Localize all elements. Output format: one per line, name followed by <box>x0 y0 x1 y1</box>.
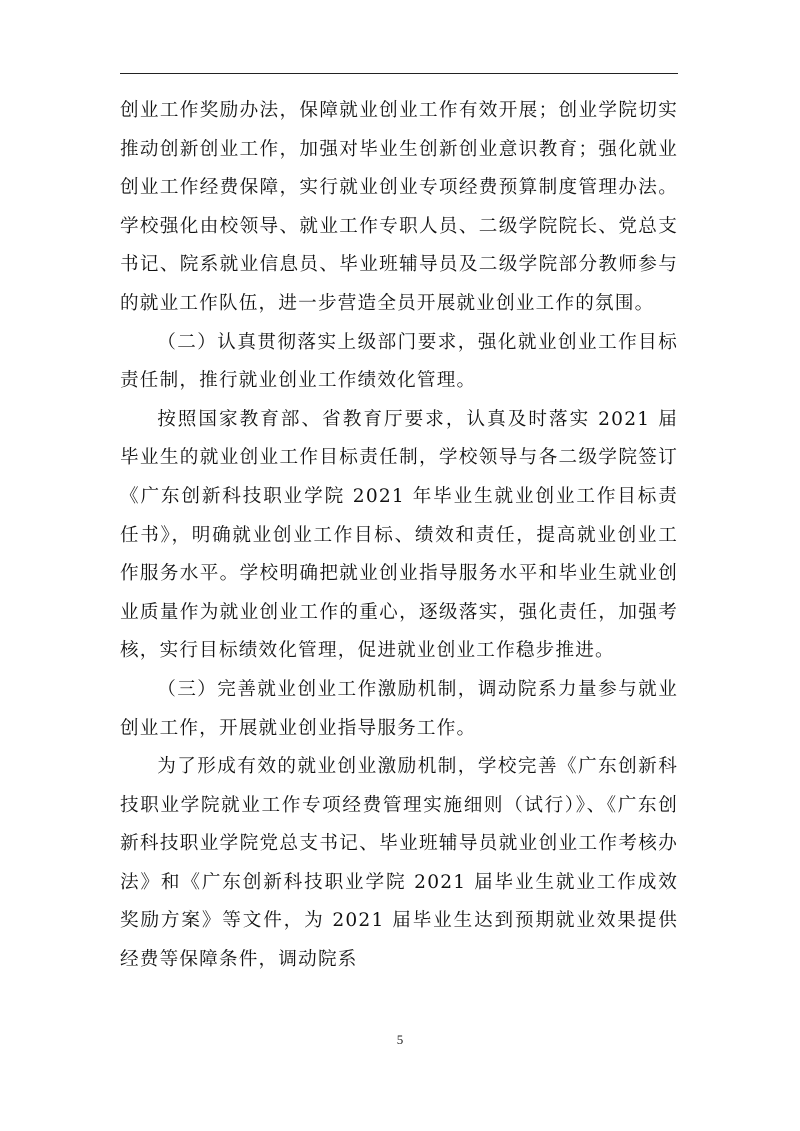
section-heading: （二）认真贯彻落实上级部门要求，强化就业创业工作目标责任制，推行就业创业工作绩效化管理。 <box>120 331 678 392</box>
header-rule <box>120 73 678 74</box>
body-text <box>120 92 678 980</box>
paragraph: 为了形成有效的就业创业激励机制，学校完善《广东创新科技职业学院就业工作专项经费管理实施细则（试行）》、《广东创新科技职业学院党总支书记、毕业班辅导员就业创业工作考核办法》和《广东创新科技职业学院 2021 届毕业生就业工作成效奖励方案》等文件，为 2021 届毕业生达到预期就业效果提供经费等保障条件，调动院系 <box>120 756 678 971</box>
section-heading: （三）完善就业创业工作激励机制，调动院系力量参与就业创业工作，开展就业创业指导服务工作。 <box>120 678 678 739</box>
paragraph: 按照国家教育部、省教育厅要求，认真及时落实 2021 届毕业生的就业创业工作目标责任制，学校领导与各二级学院签订《广东创新科技职业学院 2021 年毕业生就业创业工作目标责任书》，明确就业创业工作目标、绩效和责任，提高就业创业工作服务水平。学校明确把就业创业指导服务水平和毕业生就业创业质量作为就业创业工作的重心，逐级落实，强化责任，加强考核，实行目标绩效化管理，促进就业创业工作稳步推进。 <box>120 408 678 662</box>
paragraph: 创业工作奖励办法，保障就业创业工作有效开展；创业学院切实推动创新创业工作，加强对毕业生创新创业意识教育；强化就业创业工作经费保障，实行就业创业专项经费预算制度管理办法。学校强化由校领导、就业工作专职人员、二级学院院长、党总支书记、院系就业信息员、毕业班辅导员及二级学院部分教师参与的就业工作队伍，进一步营造全员开展就业创业工作的氛围。 <box>120 100 678 314</box>
page-number: 5 <box>396 1032 404 1047</box>
